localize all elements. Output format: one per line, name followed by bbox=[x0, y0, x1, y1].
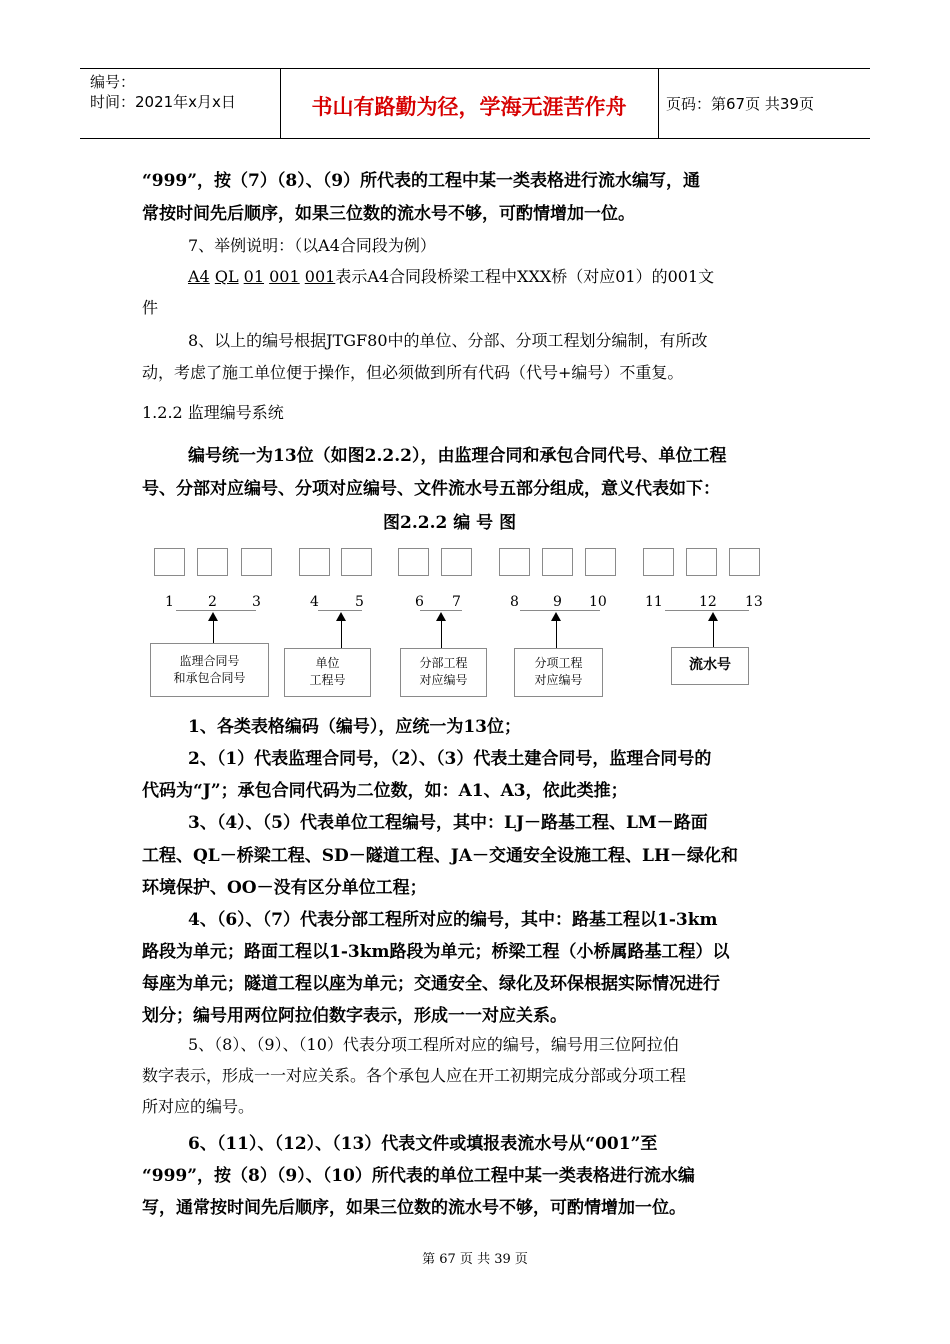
digit-box bbox=[299, 548, 330, 576]
example-text: 表示A4合同段桥梁工程中XXX桥（对应01）的001文 bbox=[335, 267, 715, 286]
paragraph-line: 号、分部对应编号、分项对应编号、文件流水号五部分组成，意义代表如下： bbox=[142, 479, 720, 499]
digit-box bbox=[729, 548, 760, 576]
paragraph-line: 常按时间先后顺序，如果三位数的流水号不够，可酌情增加一位。 bbox=[142, 204, 635, 224]
paragraph-line: 编号统一为13位（如图2.2.2），由监理合同和承包合同代号、单位工程 bbox=[188, 446, 727, 466]
arrow-stem bbox=[556, 620, 557, 648]
label-box-text: 单位 bbox=[315, 656, 340, 670]
list-item: 路段为单元；路面工程以1-3km路段为单元；桥梁工程（小桥属路基工程）以 bbox=[142, 942, 730, 962]
header-motto: 书山有路勤为径，学海无涯苦作舟 bbox=[311, 95, 627, 119]
label-box-text: 对应编号 bbox=[419, 673, 468, 687]
list-item: 所对应的编号。 bbox=[142, 1097, 255, 1116]
code-part: 001 bbox=[304, 267, 336, 286]
digit-box bbox=[499, 548, 530, 576]
digit-label: 1 bbox=[165, 594, 174, 610]
list-item: 写，通常按时间先后顺序，如果三位数的流水号不够，可酌情增加一位。 bbox=[142, 1198, 686, 1218]
digit-box bbox=[542, 548, 573, 576]
arrow-stem bbox=[213, 620, 214, 644]
figure-title: 图2.2.2 编 号 图 bbox=[383, 513, 517, 533]
digit-box bbox=[341, 548, 372, 576]
list-item: 代码为“J”；承包合同代码为二位数，如：A1、A3，依此类推； bbox=[142, 781, 628, 801]
list-item: 3、（4）、（5）代表单位工程编号，其中：LJ－路基工程、LM－路面 bbox=[188, 813, 708, 833]
label-box-serial bbox=[671, 647, 749, 685]
header-meta bbox=[90, 72, 236, 112]
header-number: 编号： bbox=[90, 73, 136, 91]
arrow-stem bbox=[341, 620, 342, 648]
digit-label: 11 bbox=[645, 594, 663, 610]
digit-label: 10 bbox=[589, 594, 607, 610]
digit-label: 2 bbox=[208, 594, 217, 610]
digit-label: 9 bbox=[553, 594, 562, 610]
label-box-item bbox=[514, 648, 603, 697]
digit-label: 4 bbox=[310, 594, 319, 610]
paragraph-line: “999”，按（7）（8）、（9）所代表的工程中某一类表格进行流水编写，通 bbox=[142, 171, 701, 191]
group-line bbox=[318, 610, 362, 611]
digit-label: 7 bbox=[452, 594, 461, 610]
paragraph-line: 件 bbox=[142, 298, 159, 317]
list-item: 工程、QL－桥梁工程、SD－隧道工程、JA－交通安全设施工程、LH－绿化和 bbox=[142, 846, 739, 866]
paragraph-line: 7、举例说明：（以A4合同段为例） bbox=[188, 236, 436, 255]
code-part: QL bbox=[214, 267, 239, 286]
label-box-text: 对应编号 bbox=[534, 673, 583, 687]
digit-label: 12 bbox=[699, 594, 717, 610]
group-line bbox=[520, 610, 600, 611]
arrow-stem bbox=[441, 620, 442, 648]
label-box-text: 分项工程 bbox=[534, 656, 583, 670]
list-item: 1、各类表格编码（编号），应统一为13位； bbox=[188, 717, 521, 737]
arrow-stem bbox=[713, 620, 714, 648]
label-box-text: 分部工程 bbox=[419, 656, 468, 670]
page-footer: 第 67 页 共 39 页 bbox=[422, 1252, 528, 1267]
label-box-text: 工程号 bbox=[309, 673, 346, 687]
digit-label: 8 bbox=[510, 594, 519, 610]
label-box-text: 和承包合同号 bbox=[173, 671, 246, 685]
header-divider bbox=[658, 69, 659, 138]
digit-box bbox=[197, 548, 228, 576]
digit-box bbox=[441, 548, 472, 576]
code-part: A4 bbox=[188, 267, 210, 286]
digit-box bbox=[686, 548, 717, 576]
label-box-text: 流水号 bbox=[689, 657, 731, 673]
list-item: 2、（1）代表监理合同号，（2）、（3）代表土建合同号，监理合同号的 bbox=[188, 749, 712, 769]
digit-box bbox=[154, 548, 185, 576]
list-item: “999”，按（8）（9）、（10）所代表的单位工程中某一类表格进行流水编 bbox=[142, 1166, 695, 1186]
digit-label: 13 bbox=[745, 594, 763, 610]
list-item: 环境保护、OO－没有区分单位工程； bbox=[142, 878, 427, 898]
section-heading: 1.2.2 监理编号系统 bbox=[142, 403, 284, 422]
label-box-unit bbox=[284, 648, 371, 697]
group-line bbox=[665, 610, 749, 611]
code-part: 001 bbox=[269, 267, 300, 286]
digit-label: 6 bbox=[415, 594, 424, 610]
digit-box bbox=[398, 548, 429, 576]
header-page-number: 页码：第67页 共39页 bbox=[666, 95, 814, 113]
group-line bbox=[176, 610, 256, 611]
header-date: 时间：2021年x月x日 bbox=[90, 93, 236, 111]
list-item: 5、（8）、（9）、（10）代表分项工程所对应的编号，编号用三位阿拉伯 bbox=[188, 1035, 679, 1054]
code-part: 01 bbox=[243, 267, 265, 286]
paragraph-line: 8、以上的编号根据JTGF80中的单位、分部、分项工程划分编制，有所改 bbox=[188, 331, 708, 350]
list-item: 数字表示，形成一一对应关系。各个承包人应在开工初期完成分部或分项工程 bbox=[142, 1066, 687, 1085]
list-item: 划分；编号用两位阿拉伯数字表示，形成一一对应关系。 bbox=[142, 1006, 567, 1026]
digit-box bbox=[241, 548, 272, 576]
paragraph-line: 动，考虑了施工单位便于操作，但必须做到所有代码（代号+编号）不重复。 bbox=[142, 363, 684, 382]
list-item: 6、（11）、（12）、（13）代表文件或填报表流水号从“001”至 bbox=[188, 1134, 658, 1154]
page-header bbox=[80, 68, 870, 139]
list-item: 4、（6）、（7）代表分部工程所对应的编号，其中：路基工程以1-3km bbox=[188, 910, 718, 930]
list-item: 每座为单元；隧道工程以座为单元；交通安全、绿化及环保根据实际情况进行 bbox=[142, 974, 720, 994]
label-box-division bbox=[400, 648, 487, 697]
digit-label: 5 bbox=[355, 594, 364, 610]
digit-box bbox=[643, 548, 674, 576]
group-line bbox=[420, 610, 462, 611]
example-line bbox=[188, 264, 714, 287]
label-box-text: 监理合同号 bbox=[179, 654, 240, 668]
digit-label: 3 bbox=[252, 594, 261, 610]
label-box-contract bbox=[150, 643, 269, 697]
digit-box bbox=[585, 548, 616, 576]
